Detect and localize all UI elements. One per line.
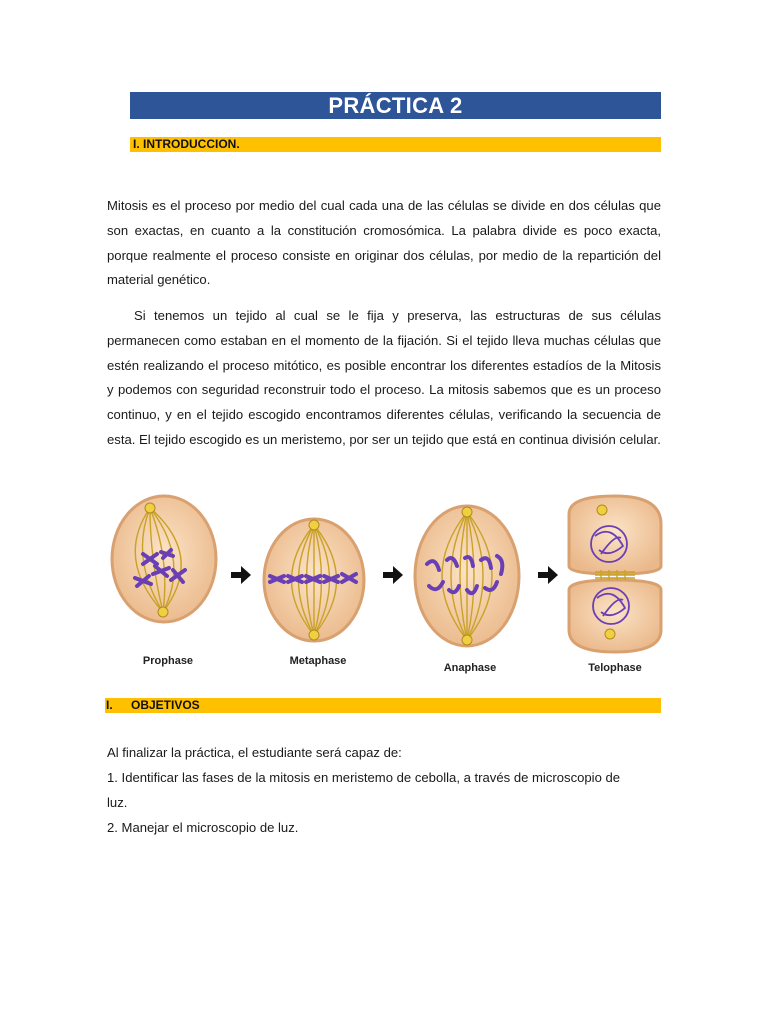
arrow-icon — [383, 566, 403, 584]
phase-label-telophase: Telophase — [588, 662, 642, 674]
objective-item-1: 1. Identificar las fases de la mitosis en meristemo de cebolla, a través de microscopio de — [107, 770, 621, 785]
arrow-icon — [538, 566, 558, 584]
section-heading-objectives — [105, 698, 661, 713]
phase-label-anaphase: Anaphase — [443, 662, 497, 674]
objectives-number: I. — [106, 698, 113, 712]
objective-item-1-continued: luz. — [107, 795, 128, 810]
metaphase-cell — [264, 519, 364, 641]
anaphase-cell — [415, 506, 519, 646]
arrow-icon — [231, 566, 251, 584]
objectives-intro: Al finalizar la práctica, el estudiante será capaz de: — [107, 745, 402, 760]
phase-label-metaphase: Metaphase — [289, 655, 347, 667]
page-title: PRÁCTICA 2 — [130, 92, 661, 119]
objectives-heading-label: OBJETIVOS — [131, 698, 200, 712]
prophase-cell — [112, 496, 216, 622]
section-heading-introduction: I. INTRODUCCION. — [130, 137, 661, 152]
phase-label-prophase: Prophase — [142, 655, 194, 667]
intro-paragraph-1: Mitosis es el proceso por medio del cual cada una de las células se divide en dos células que son exactas, en cuanto a la constitución cromosómica. La palabra divide es poco exacta, porque realmente el proceso consiste en originar dos células, por medio de la repartición del material genético. — [107, 198, 661, 288]
telophase-cell — [569, 496, 661, 652]
objective-item-2: 2. Manejar el microscopio de luz. — [107, 820, 299, 835]
mitosis-phases-figure — [105, 494, 665, 684]
intro-paragraph-2: Si tenemos un tejido al cual se le fija y preserva, las estructuras de sus células permanecen como estaban en el momento de la fijación. Si el tejido lleva muchas células que estén realizando el proceso mitótico, es posible encontrar los diferentes estadíos de la Mitosis y podemos con seguridad reconstruir todo el proceso. La mitosis sabemos que es un proceso continuo, y en el tejido escogido encontramos diferentes células, verificando la secuencia de esta. El tejido escogido es un meristemo, por ser un tejido que está en continua división celular. — [107, 308, 661, 447]
